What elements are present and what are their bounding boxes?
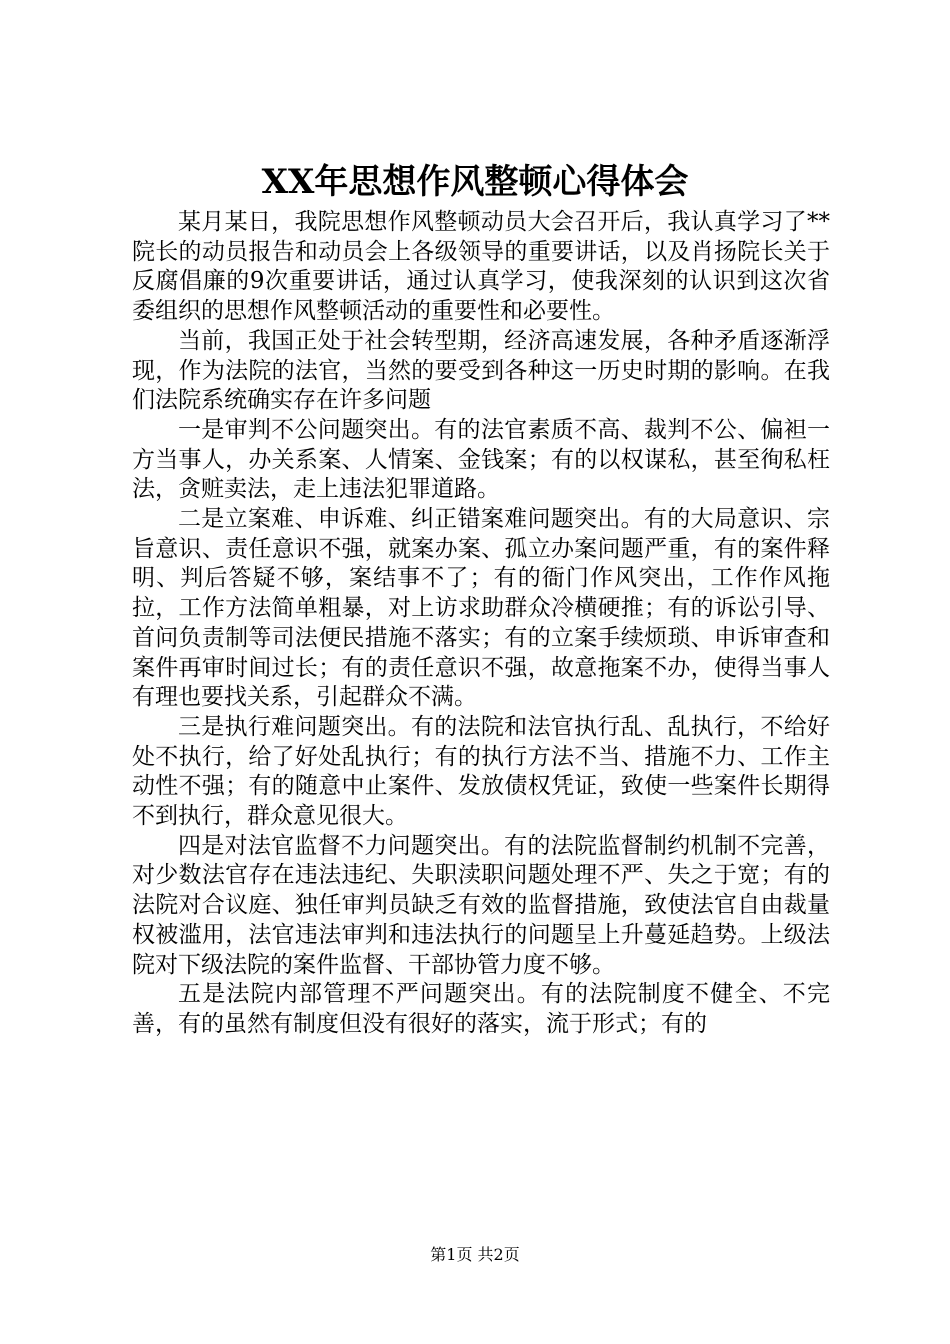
paragraph: 当前，我国正处于社会转型期，经济高速发展，各种矛盾逐渐浮现，作为法院的法官，当然的要受到各种这一历史时期的影响。在我们法院系统确实存在许多问题 <box>132 327 830 414</box>
paragraph: 四是对法官监督不力问题突出。有的法院监督制约机制不完善，对少数法官存在违法违纪、失职渎职问题处理不严、失之于宽；有的法院对合议庭、独任审判员缺乏有效的监督措施，致使法官自由裁量权被滥用，法官违法审判和违法执行的问题呈上升蔓延趋势。上级法院对下级法院的案件监督、干部协管力度不够。 <box>132 832 830 978</box>
paragraph: 一是审判不公问题突出。有的法官素质不高、裁判不公、偏袒一方当事人，办关系案、人情案、金钱案；有的以权谋私，甚至徇私枉法，贪赃卖法，走上违法犯罪道路。 <box>132 416 830 503</box>
paragraph: 某月某日，我院思想作风整顿动员大会召开后，我认真学习了**院长的动员报告和动员会上各级领导的重要讲话，以及肖扬院长关于反腐倡廉的9次重要讲话，通过认真学习，使我深刻的认识到这次省委组织的思想作风整顿活动的重要性和必要性。 <box>132 209 830 325</box>
paragraph: 三是执行难问题突出。有的法院和法官执行乱、乱执行，不给好处不执行，给了好处乱执行；有的执行方法不当、措施不力、工作主动性不强；有的随意中止案件、发放债权凭证，致使一些案件长期得不到执行，群众意见很大。 <box>132 713 830 830</box>
page-footer: 第1页 共2页 <box>430 1245 520 1264</box>
document-title: XX年思想作风整顿心得体会 <box>261 162 689 202</box>
paragraph: 二是立案难、申诉难、纠正错案难问题突出。有的大局意识、宗旨意识、责任意识不强，就案办案、孤立办案问题严重，有的案件释明、判后答疑不够，案结事不了；有的衙门作风突出，工作作风拖拉，工作方法简单粗暴，对上访求助群众冷横硬推；有的诉讼引导、首问负责制等司法便民措施不落实；有的立案手续烦琐、申诉审查和案件再审时间过长；有的责任意识不强，故意拖案不办，使得当事人有理也要找关系，引起群众不满。 <box>132 506 830 711</box>
document-body <box>132 208 830 1040</box>
paragraph: 五是法院内部管理不严问题突出。有的法院制度不健全、不完善，有的虽然有制度但没有很好的落实，流于形式；有的 <box>132 981 830 1037</box>
